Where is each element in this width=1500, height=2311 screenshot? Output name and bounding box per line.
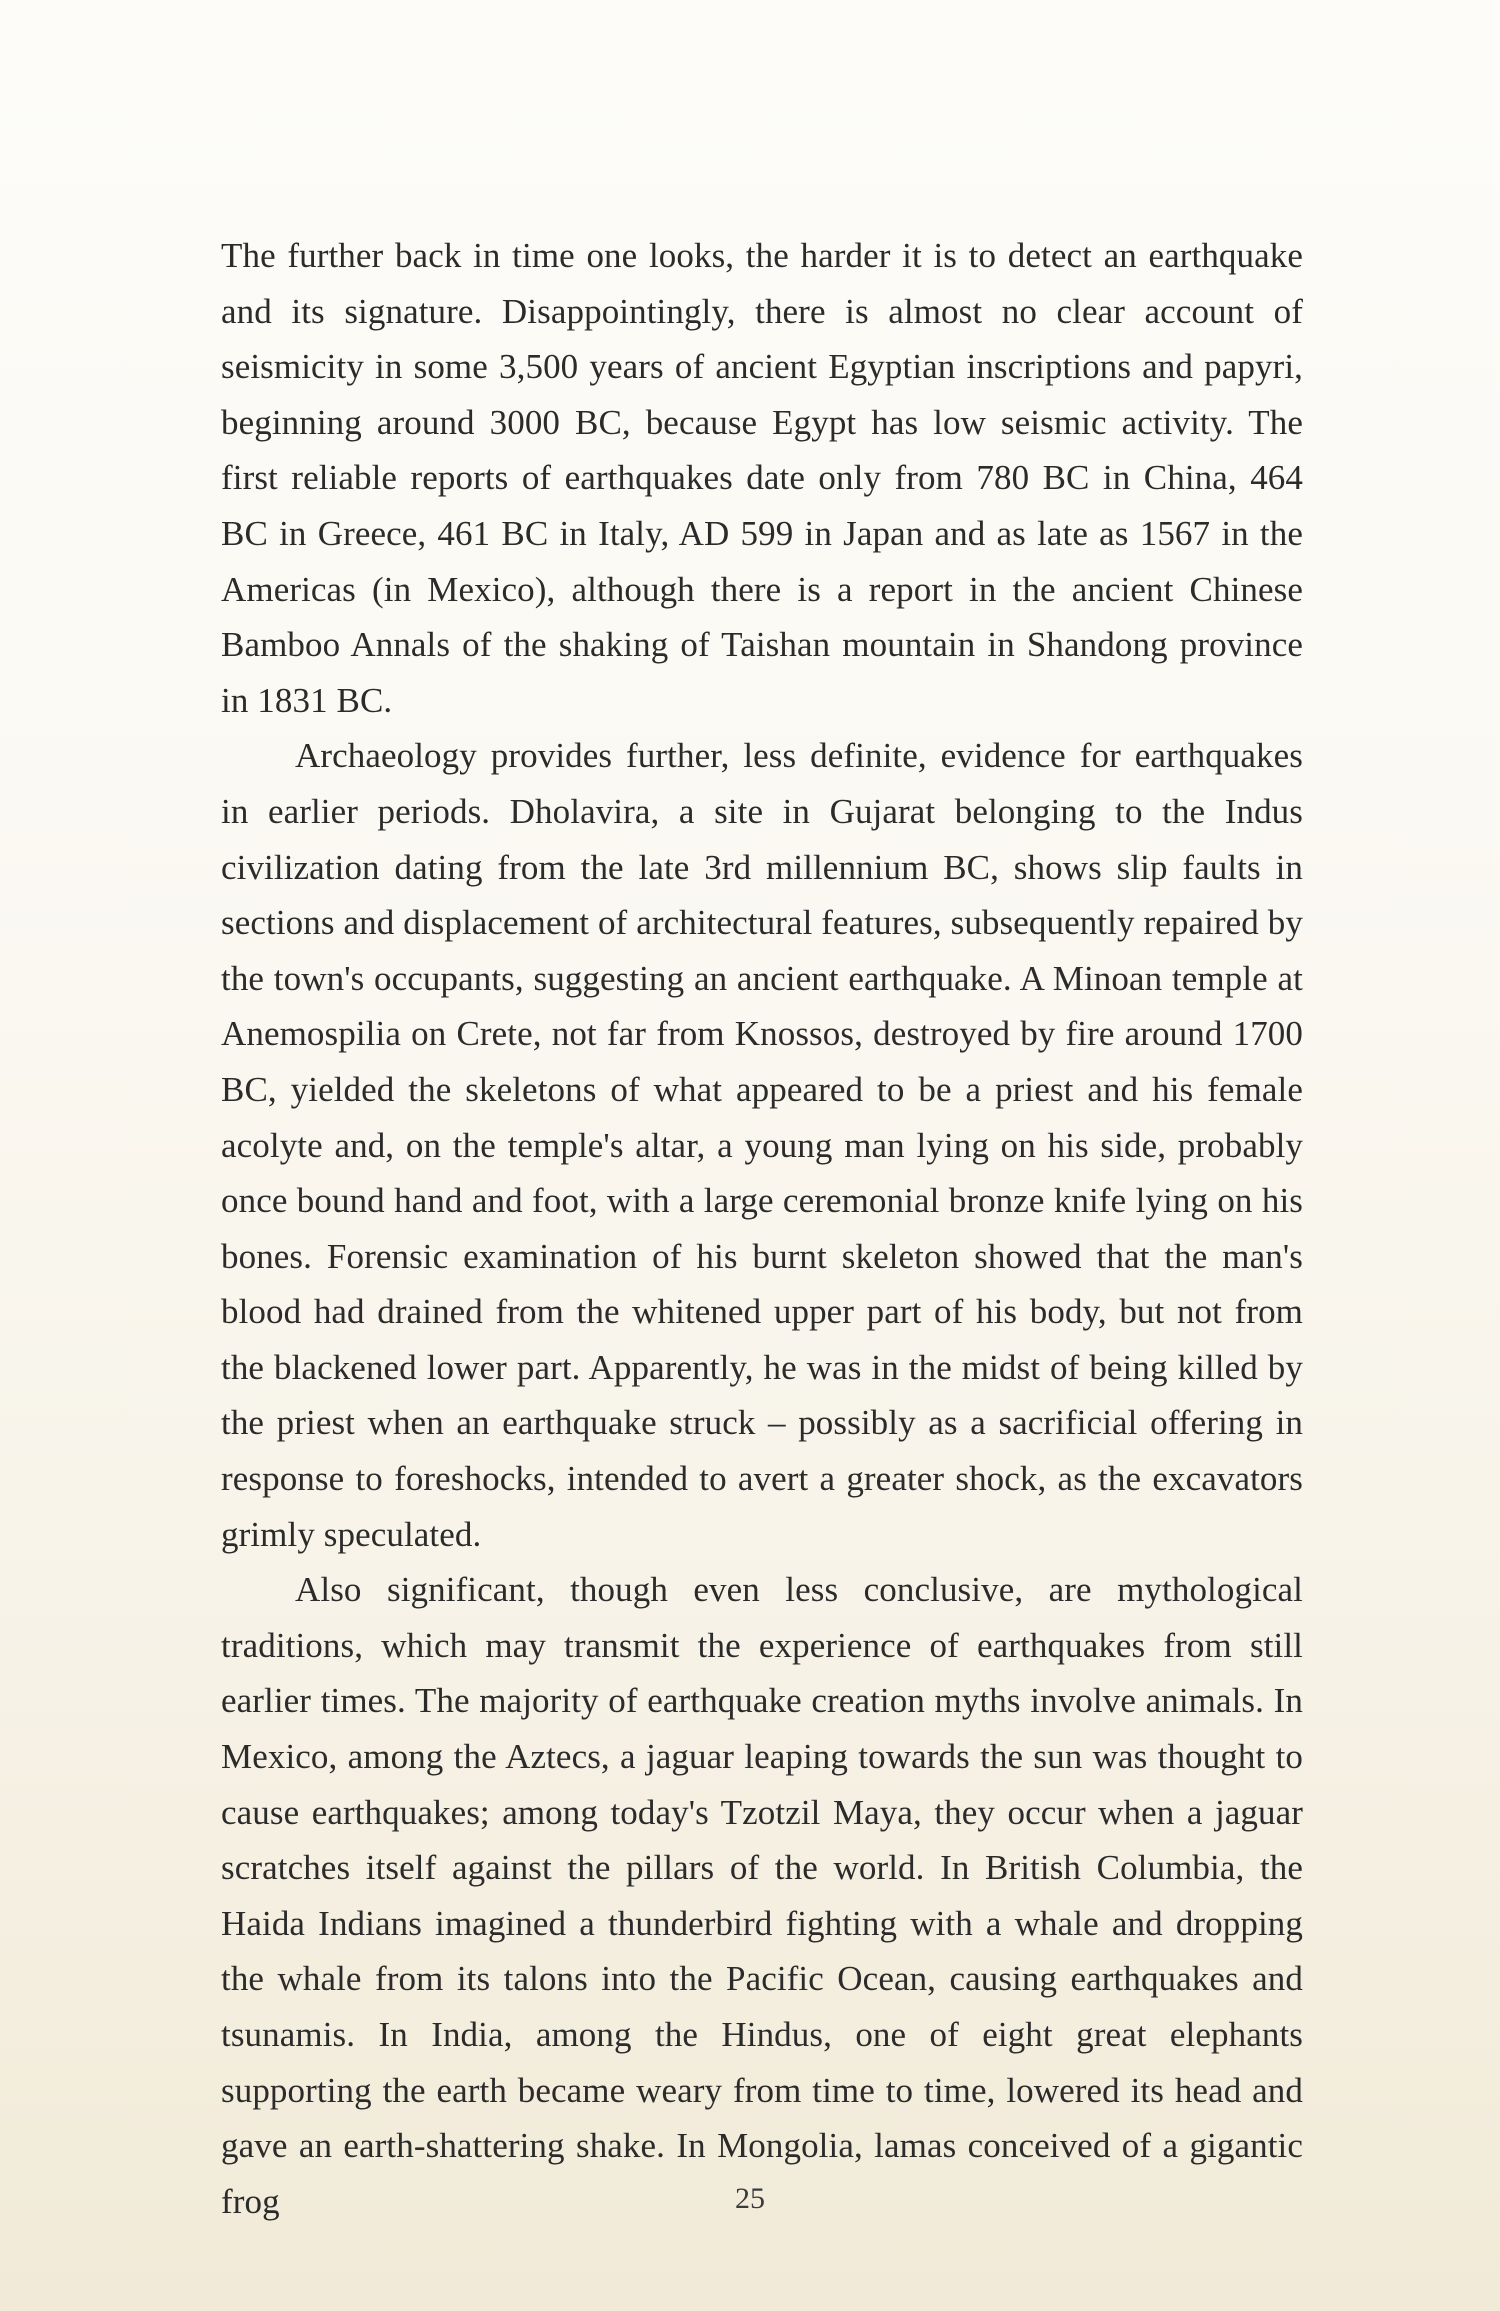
paragraph-3: Also significant, though even less conclusive, are mythological traditions, which may transmit the experience of earthquakes from still earlier times. The majority of earthquake creation myths involve animals. In Mexico, among the Aztecs, a jaguar leaping towards the sun was thought to cause earthquakes; among today's Tzotzil Maya, they occur when a jaguar scratches itself against the pillars of the world. In British Columbia, the Haida Indians imagined a thunderbird fighting with a whale and dropping the whale from its talons into the Pacific Ocean, causing earthquakes and tsunamis. In India, among the Hindus, one of eight great elephants supporting the earth became weary from time to time, lowered its head and gave an earth-shattering shake. In Mongolia, lamas conceived of a gigantic frog xyxy=(221,1570,1303,2221)
paragraph-2: Archaeology provides further, less definite, evidence for earthquakes in earlier periods. Dholavira, a site in Gujarat belonging to the Indus civilization dating from the late 3rd millennium BC, shows slip faults in sections and displacement of architectural features, subsequently repaired by the town's occupants, suggesting an ancient earthquake. A Minoan temple at Anemospilia on Crete, not far from Knossos, destroyed by fire around 1700 BC, yielded the skeletons of what appeared to be a priest and his female acolyte and, on the temple's altar, a young man lying on his side, probably once bound hand and foot, with a large ceremonial bronze knife lying on his bones. Forensic examination of his burnt skeleton showed that the man's blood had drained from the whitened upper part of his body, but not from the blackened lower part. Apparently, he was in the midst of being killed by the priest when an earthquake struck – possibly as a sacrificial offering in response to foreshocks, intended to avert a greater shock, as the excavators grimly speculated. xyxy=(221,736,1303,1554)
page-number: 25 xyxy=(735,2182,765,2215)
body-text xyxy=(221,228,1303,2229)
paragraph-1: The further back in time one looks, the harder it is to detect an earthquake and its signature. Disappointingly, there is almost no clear account of seismicity in some 3,500 years of ancient Egyptian inscriptions and papyri, beginning around 3000 BC, because Egypt has low seismic activity. The first reliable reports of earthquakes date only from 780 BC in China, 464 BC in Greece, 461 BC in Italy, AD 599 in Japan and as late as 1567 in the Americas (in Mexico), although there is a report in the ancient Chinese Bamboo Annals of the shaking of Taishan mountain in Shandong province in 1831 BC. xyxy=(221,236,1303,720)
